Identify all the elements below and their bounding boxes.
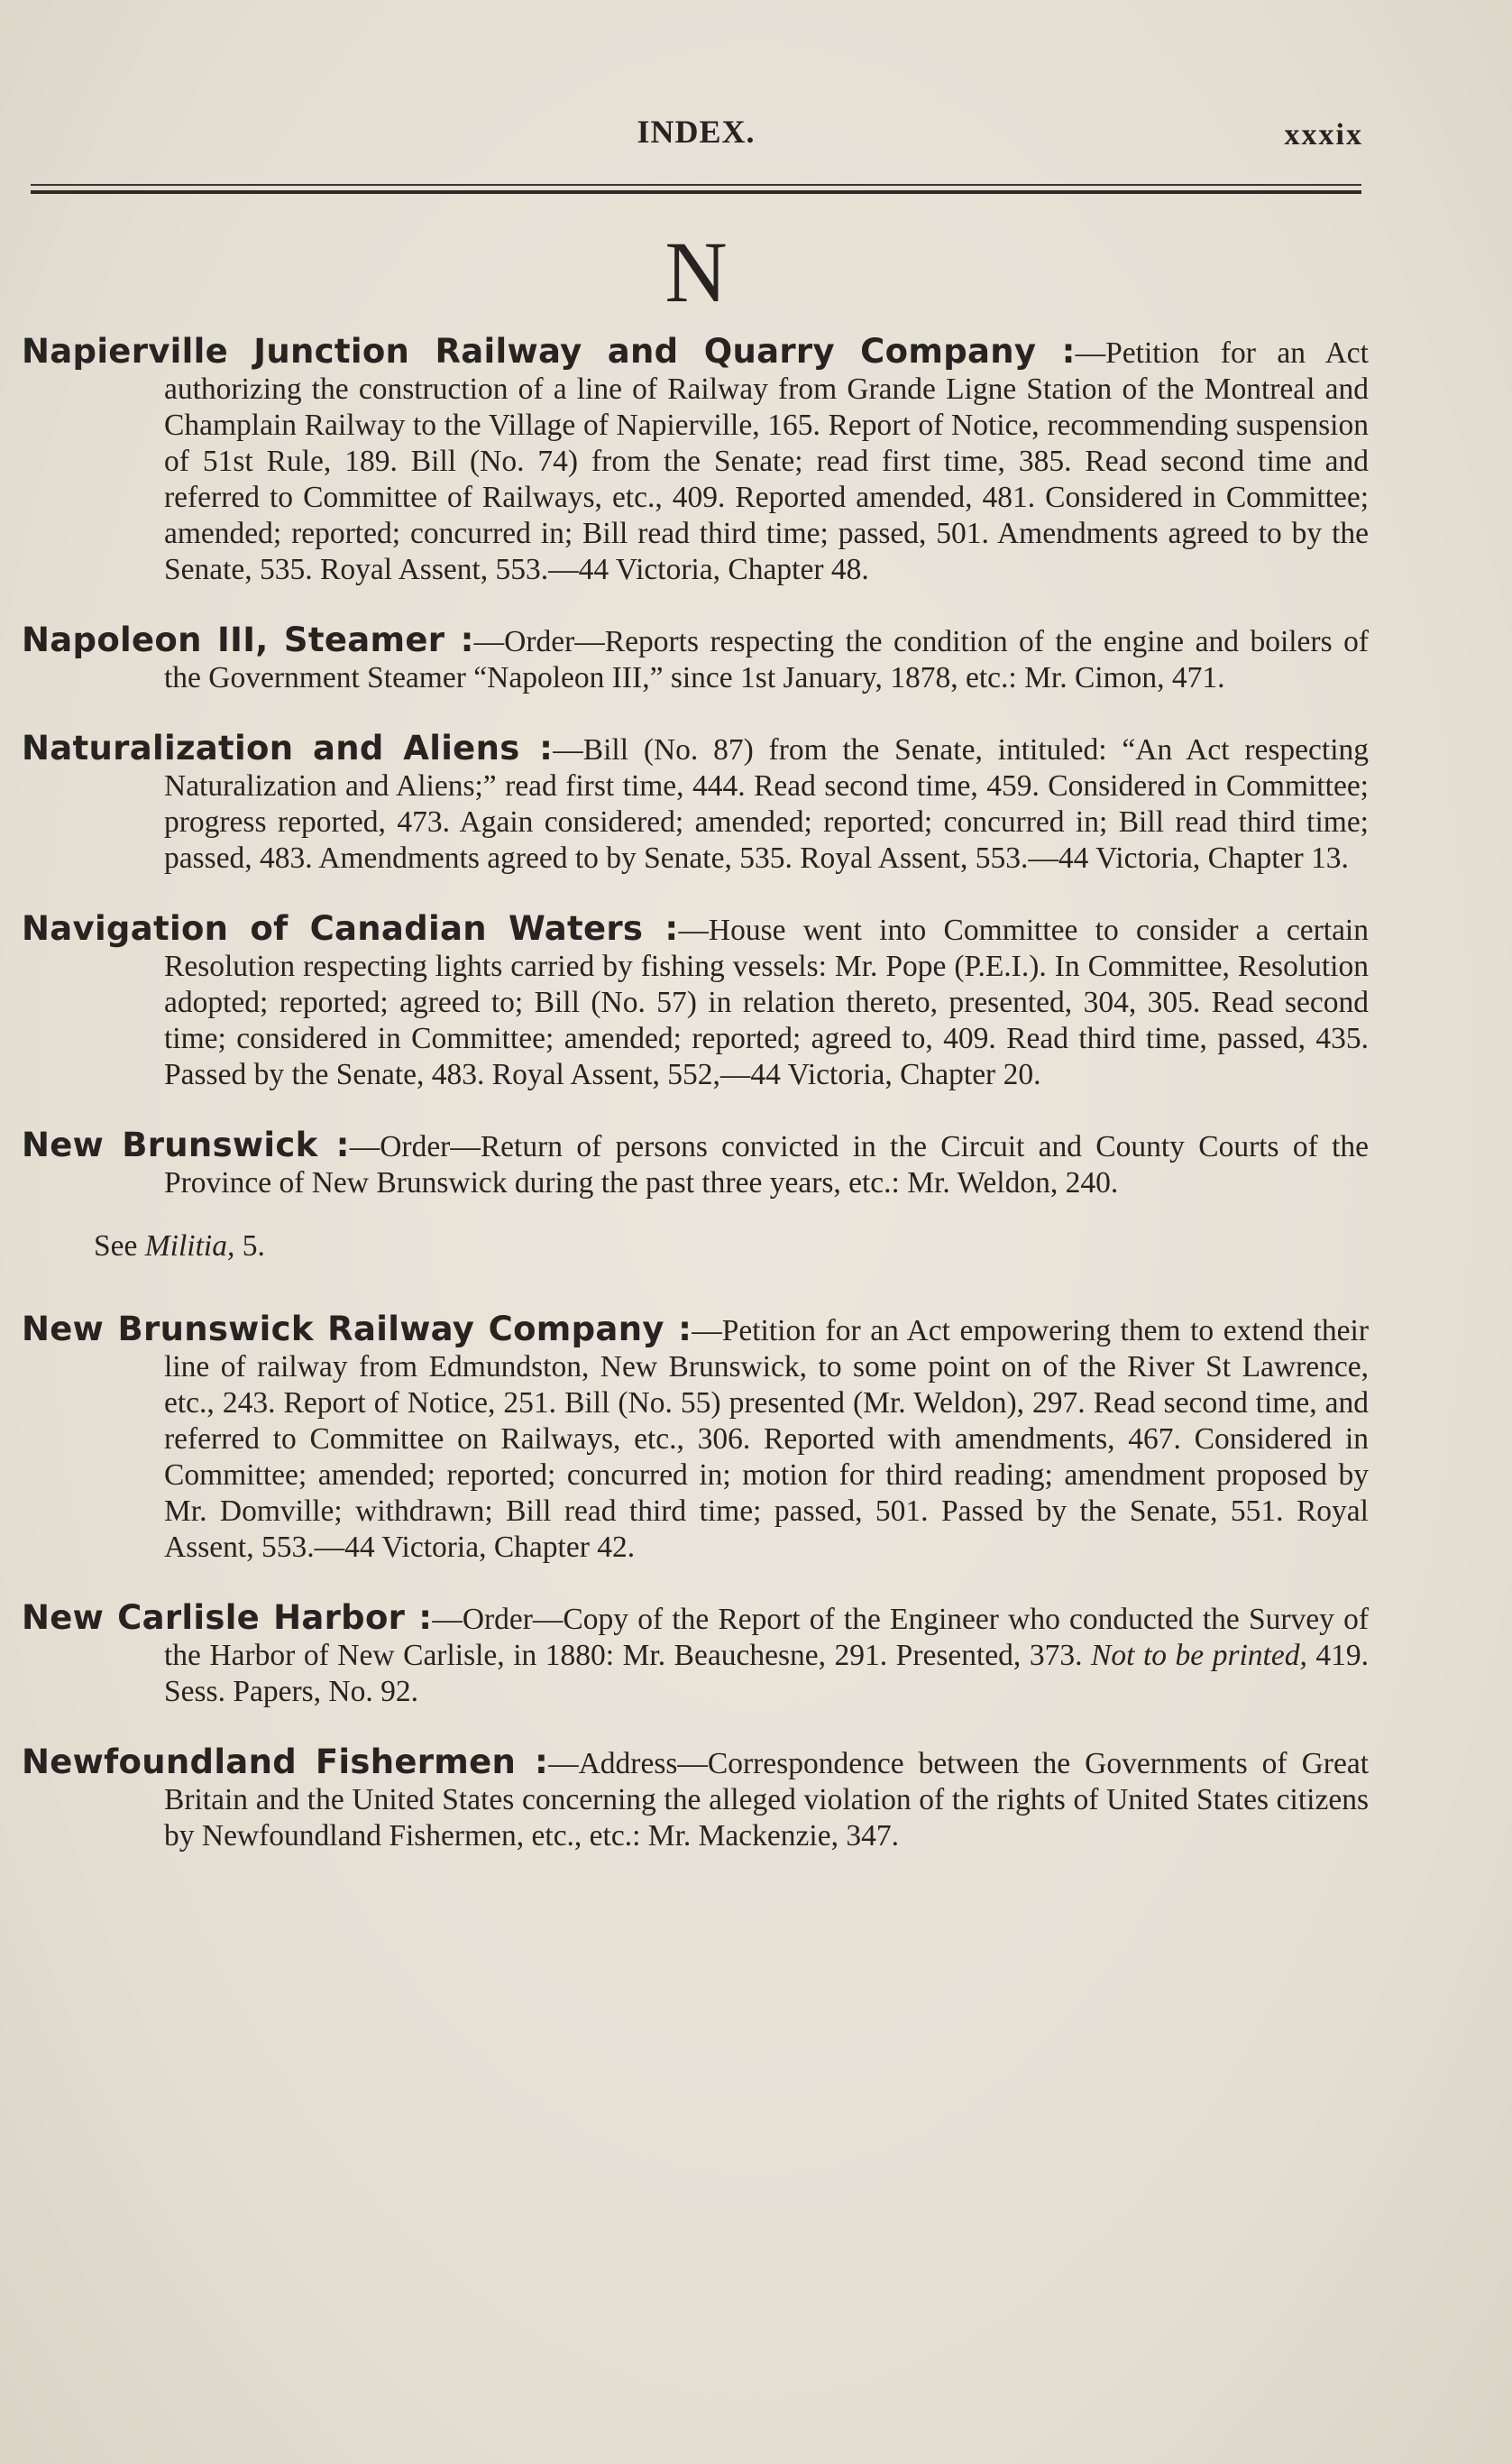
entry-body: —House went into Committee to consider a certain Resolution respecting lights carried by fishing vessels: Mr. Pope (P.E.I.). In Committee, Resolution adopted; reported; agreed to; Bill (No. 57) in relation thereto, presented, 304, 305. Read second time; considered in Committee; amended; reported; agreed to, 409. Read third time, passed, 435. Passed by the Senate, 483. Royal Assent, 552,—44 Victoria, Chapter 20. xyxy=(164,914,1369,1091)
entry-heading: New Brunswick : xyxy=(22,1126,350,1164)
index-entry xyxy=(22,334,1369,588)
entry-body: 419. Sess. Papers, No. 92. xyxy=(164,1639,1370,1708)
index-entry xyxy=(22,1311,1369,1566)
running-title: INDEX. xyxy=(637,114,756,150)
entry-body: —Petition for an Act authorizing the construction of a line of Railway from Grande Ligne Station of the Montreal and Champlain Railway to the Village of Napierville, 165. Report of Notice, recommending suspension of 51st Rule, 189. Bill (No. 74) from the Senate; read first time, 385. Read second time and referred to Committee of Railways, etc., 409. Reported amended, 481. Considered in Committee; amended; reported; concurred in; Bill read third time; passed, 501. Amendments agreed to by the Senate, 535. Royal Assent, 553.—44 Victoria, Chapter 48. xyxy=(164,336,1369,586)
index-entry xyxy=(22,1600,1369,1710)
see-also-reference xyxy=(22,1228,1369,1264)
page-number: xxxix xyxy=(1284,118,1363,152)
index-entry xyxy=(22,911,1369,1093)
entry-heading: New Brunswick Railway Company : xyxy=(22,1310,692,1348)
section-letter: N xyxy=(664,224,728,320)
entry-heading: Napoleon III, Steamer : xyxy=(22,621,474,659)
index-entries xyxy=(22,334,1369,1889)
index-entry xyxy=(22,731,1369,877)
index-entry xyxy=(22,1127,1369,1201)
rule-thick-line xyxy=(31,190,1361,194)
index-entry xyxy=(22,622,1369,696)
entry-body: —Order—Return of persons convicted in the Circuit and County Courts of the Province of New Brunswick during the past three years, etc.: Mr. Weldon, 240. xyxy=(164,1130,1370,1200)
rule-thin-line xyxy=(31,184,1361,186)
entry-heading: New Carlisle Harbor : xyxy=(22,1598,433,1637)
index-entry xyxy=(22,1744,1369,1854)
entry-heading: Naturalization and Aliens : xyxy=(22,729,554,768)
entry-body-italic: Not to be printed, xyxy=(1091,1639,1307,1672)
entry-body: —Order—Copy of the Report of the Engineer who conducted the Survey of the Harbor of New Carlisle, in 1880: Mr. Beauchesne, 291. Presented, 373. xyxy=(164,1603,1369,1672)
entry-heading: Newfoundland Fishermen : xyxy=(22,1742,549,1781)
page-header xyxy=(29,113,1363,158)
entry-body: —Bill (No. 87) from the Senate, intituled: “An Act respecting Naturalization and Aliens;” read first time, 444. Read second time, 459. Considered in Committee; progress reported, 473. Again considered; amended; reported; concurred in; Bill read third time; passed, 483. Amendments agreed to by Senate, 535. Royal Assent, 553.—44 Victoria, Chapter 13. xyxy=(164,733,1370,875)
entry-heading: Napierville Junction Railway and Quarry Company : xyxy=(22,332,1076,371)
see-prefix: See xyxy=(94,1229,138,1263)
see-reference: Militia, xyxy=(144,1229,235,1263)
entry-heading: Navigation of Canadian Waters : xyxy=(22,909,679,948)
entry-body: —Order—Reports respecting the condition of the engine and boilers of the Government Steamer “Napoleon III,” since 1st January, 1878, etc.: Mr. Cimon, 471. xyxy=(164,625,1369,694)
see-page: 5. xyxy=(242,1229,265,1263)
header-double-rule xyxy=(31,184,1361,198)
entry-body: —Petition for an Act empowering them to extend their line of railway from Edmundston, New Brunswick, to some point on of the River St Lawrence, etc., 243. Report of Notice, 251. Bill (No. 55) presented (Mr. Weldon), 297. Read second time, and referred to Committee on Railways, etc., 306. Reported with amendments, 467. Considered in Committee; amended; reported; concurred in; motion for third reading; amendment proposed by Mr. Domville; withdrawn; Bill read third time; passed, 501. Passed by the Senate, 551. Royal Assent, 553.—44 Victoria, Chapter 42. xyxy=(164,1314,1370,1564)
entry-body: —Address—Correspondence between the Governments of Great Britain and the United States concerning the alleged violation of the rights of United States citizens by Newfoundland Fishermen, etc., etc.: Mr. Mackenzie, 347. xyxy=(164,1747,1370,1853)
